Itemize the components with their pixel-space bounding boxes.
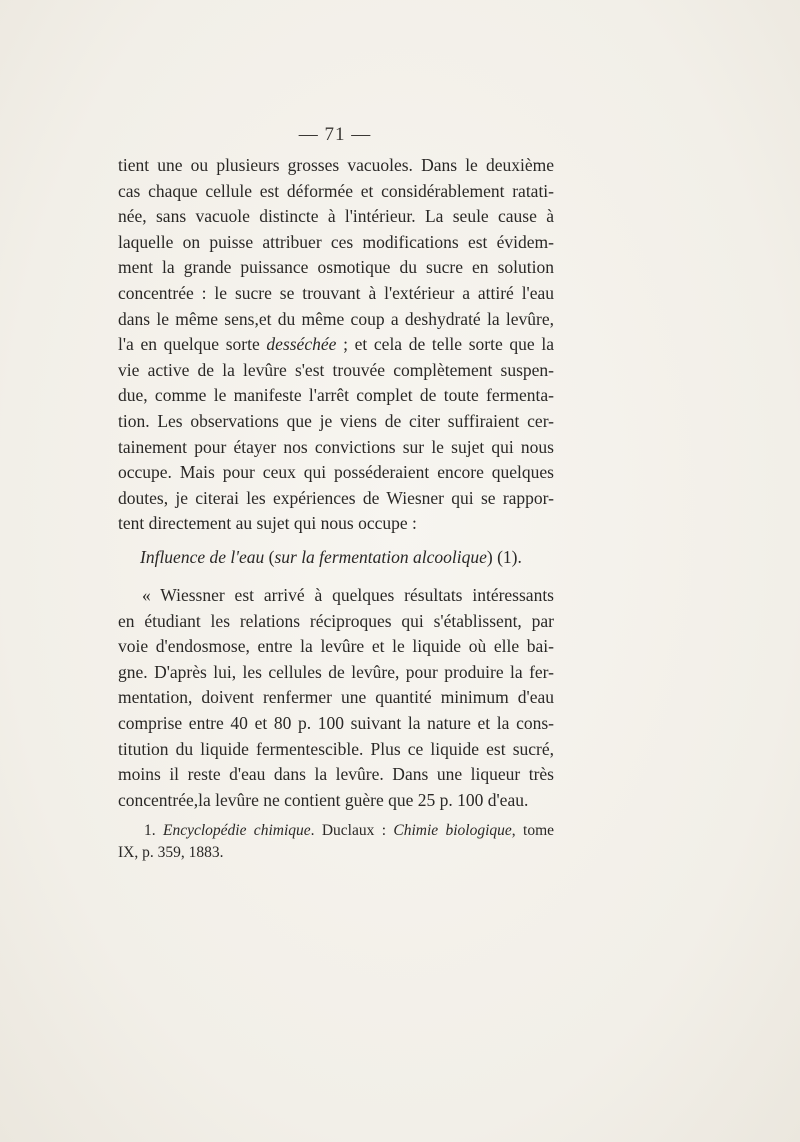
text-line: due, comme le manifeste l'arrêt complet de toute fermenta- — [118, 385, 554, 406]
footnote-line: IX, p. 359, 1883. — [118, 844, 224, 861]
text-line: « Wiessner est arrivé à quelques résultats intéressants — [142, 585, 554, 605]
text-line: tion. Les observations que je viens de citer suffiraient cer- — [118, 410, 554, 431]
page-number: — 71 — — [298, 124, 372, 145]
footnote-text: . Duclaux : — [310, 822, 394, 839]
text-line-with-italic — [118, 332, 554, 358]
heading-italic: sur la fermentation alcoolique — [274, 547, 487, 567]
text-line: tent directement au sujet qui nous occupe : — [118, 513, 417, 534]
footnote-italic: Chimie biologique — [393, 822, 512, 839]
text-line: occupe. Mais pour ceux qui posséderaient encore quelques — [118, 462, 554, 483]
footnote-italic: Encyclopédie chimique — [162, 822, 311, 839]
text-line: en étudiant les relations réciproques qui s'établissent, par — [118, 610, 554, 631]
text-segment: l'a en quelque sorte — [118, 334, 267, 355]
italic-term: desséchée — [266, 334, 337, 355]
section-heading — [140, 545, 522, 570]
text-line: tient une ou plusieurs grosses vacuoles. Dans le deuxième — [118, 155, 554, 175]
text-line: doutes, je citerai les expériences de Wiesner qui se rappor- — [118, 487, 554, 508]
text-line: tainement pour étayer nos convictions sur le sujet qui nous — [118, 436, 554, 457]
footnote-number: 1. — [144, 822, 163, 839]
heading-text: ) (1). — [486, 547, 522, 567]
text-line: comprise entre 40 et 80 p. 100 suivant la nature et la cons- — [118, 712, 554, 733]
footnote — [118, 820, 554, 864]
heading-text: ( — [264, 547, 275, 567]
text-segment: ; et cela de telle sorte que la — [336, 334, 554, 355]
text-line: voie d'endosmose, entre la levûre et le liquide où elle bai- — [118, 636, 554, 657]
text-line: vie active de la levûre s'est trouvée complètement suspen- — [118, 359, 554, 380]
text-line: dans le même sens,et du même coup a deshydraté la levûre, — [118, 308, 554, 329]
text-line: concentrée,la levûre ne contient guère que 25 p. 100 d'eau. — [118, 789, 529, 810]
paragraph-2 — [118, 583, 554, 813]
text-line: moins il reste d'eau dans la levûre. Dans une liqueur très — [118, 764, 554, 785]
text-line: concentrée : le sucre se trouvant à l'extérieur a attiré l'eau — [118, 282, 554, 303]
text-line: laquelle on puisse attribuer ces modifications est évidem- — [118, 231, 554, 252]
text-line: née, sans vacuole distincte à l'intérieur. La seule cause à — [118, 206, 554, 227]
text-line: titution du liquide fermentescible. Plus ce liquide est sucré, — [118, 738, 554, 759]
heading-italic: Influence de l'eau — [140, 547, 265, 567]
text-line: ment la grande puissance osmotique du sucre en solution — [118, 257, 554, 278]
footnote-line — [118, 820, 554, 842]
text-line: cas chaque cellule est déformée et considérablement ratati- — [118, 180, 554, 201]
text-line: mentation, doivent renfermer une quantité minimum d'eau — [118, 687, 554, 708]
paragraph-1 — [118, 153, 554, 537]
text-line: gne. D'après lui, les cellules de levûre, pour produire la fer- — [118, 661, 554, 682]
footnote-text: , tome — [511, 822, 555, 839]
